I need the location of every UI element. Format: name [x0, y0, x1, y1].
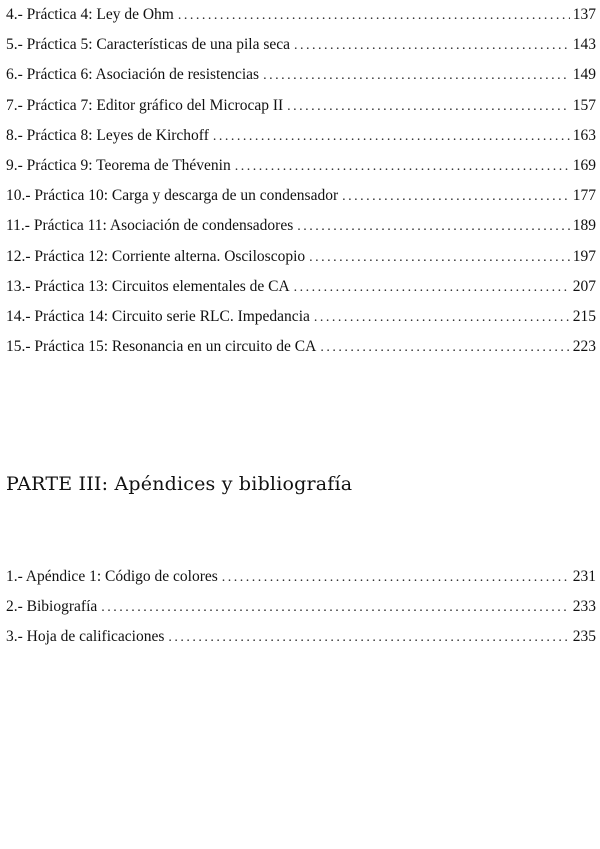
toc-entry	[6, 332, 596, 362]
dot-leader	[320, 333, 569, 363]
toc-list-part3	[6, 562, 596, 653]
toc-entry-title: 8.- Práctica 8: Leyes de Kirchoff	[6, 126, 209, 144]
toc-entry	[6, 0, 596, 30]
dot-leader	[314, 303, 570, 333]
toc-entry-title: 1.- Apéndice 1: Código de colores	[6, 568, 218, 585]
toc-entry-title: 13.- Práctica 13: Circuitos elementales de CA	[6, 277, 290, 295]
toc-entry	[6, 592, 596, 622]
dot-leader	[297, 212, 570, 242]
toc-entry-title: 14.- Práctica 14: Circuito serie RLC. Impedancia	[6, 307, 310, 325]
toc-entry-title: 3.- Hoja de calificaciones	[6, 628, 165, 646]
toc-entry-title: 6.- Práctica 6: Asociación de resistencias	[6, 66, 260, 84]
toc-entry-page: 197	[572, 247, 596, 265]
dot-leader	[287, 92, 570, 122]
toc-entry	[6, 91, 596, 121]
toc-entry-title: 5.- Práctica 5: Características de una pila seca	[6, 36, 291, 54]
toc-entry	[6, 562, 596, 592]
toc-entry-page: 207	[572, 277, 596, 295]
toc-part3	[6, 562, 596, 653]
toc-entry-page: 235	[572, 628, 596, 646]
toc-entry-title: 4.- Práctica 4: Ley de Ohm	[6, 6, 174, 23]
dot-leader	[294, 273, 570, 303]
toc-entry-page: 223	[572, 338, 596, 356]
toc-entry-page: 163	[572, 126, 596, 144]
toc-entry-title: 2.- Bibiografía	[6, 598, 98, 616]
toc-entry-page: 137	[572, 6, 596, 23]
toc-list-part2	[6, 0, 596, 362]
dot-leader	[168, 623, 569, 653]
toc-entry	[6, 272, 596, 302]
dot-leader	[263, 61, 570, 91]
dot-leader	[309, 243, 570, 273]
toc-entry	[6, 181, 596, 211]
toc-entry-title: 11.- Práctica 11: Asociación de condensadores	[6, 217, 294, 235]
toc-entry	[6, 211, 596, 241]
toc-entry-page: 177	[572, 187, 596, 205]
toc-entry-page: 169	[572, 156, 596, 174]
toc-entry-title: 12.- Práctica 12: Corriente alterna. Osciloscopio	[6, 247, 306, 265]
toc-entry	[6, 30, 596, 60]
toc-entry	[6, 60, 596, 90]
toc-part2	[6, 0, 596, 362]
toc-entry	[6, 302, 596, 332]
dot-leader	[178, 1, 570, 31]
toc-entry-title: 7.- Práctica 7: Editor gráfico del Microcap II	[6, 96, 284, 114]
dot-leader	[342, 182, 570, 212]
toc-entry-title: 10.- Práctica 10: Carga y descarga de un condensador	[6, 187, 339, 205]
toc-entry	[6, 121, 596, 151]
dot-leader	[235, 152, 570, 182]
dot-leader	[294, 31, 570, 61]
toc-entry	[6, 151, 596, 181]
toc-entry-page: 215	[572, 307, 596, 325]
toc-entry-page: 189	[572, 217, 596, 235]
toc-entry-page: 233	[572, 598, 596, 616]
dot-leader	[222, 563, 570, 593]
toc-entry-page: 157	[572, 96, 596, 114]
dot-leader	[101, 593, 569, 623]
toc-entry	[6, 242, 596, 272]
toc-entry	[6, 622, 596, 652]
toc-entry-page: 143	[572, 36, 596, 54]
toc-entry-page: 231	[572, 568, 596, 585]
toc-entry-title: 9.- Práctica 9: Teorema de Thévenin	[6, 156, 231, 174]
toc-entry-page: 149	[572, 66, 596, 84]
dot-leader	[213, 122, 570, 152]
toc-entry-title: 15.- Práctica 15: Resonancia en un circuito de CA	[6, 338, 317, 356]
section-heading-part3: PARTE III: Apéndices y bibliografía	[6, 473, 353, 495]
